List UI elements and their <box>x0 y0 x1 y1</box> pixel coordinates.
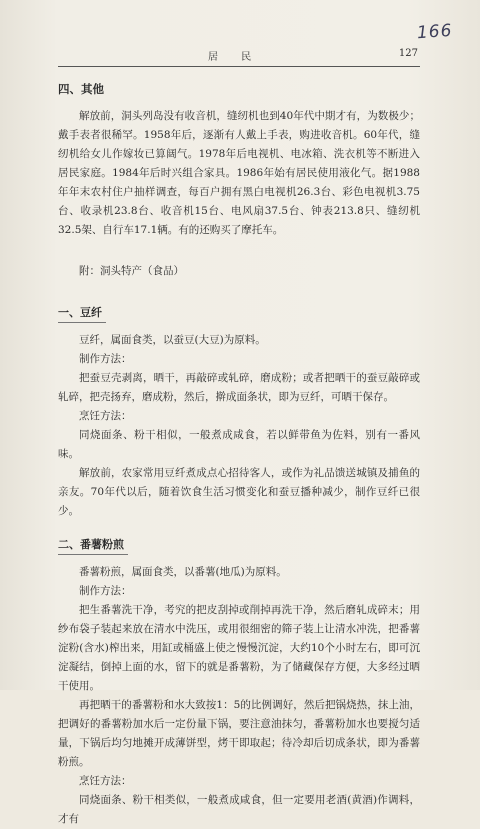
page-number: 127 <box>398 48 418 59</box>
section-heading-other: 四、其他 <box>58 82 104 96</box>
douxian-cooking-label: 烹饪方法： <box>79 410 132 422</box>
fanshu-method-text-2: 再把晒干的番薯粉和水大致按1：5的比例调好，然后把锅烧热，抹上油，把调好的番薯粉加水后一定份量下锅，要注意油抹匀，番薯粉加水也要搅匀适量，下锅后均匀地摊开成薄饼型，烤干即取起；待冷却后切成条状，即为番薯粉煎。 <box>58 699 420 768</box>
handwritten-page-number: 166 <box>415 20 453 44</box>
fanshu-method-label: 制作方法： <box>79 585 132 597</box>
appendix-label: 附：洞头特产（食品） <box>79 265 184 277</box>
douxian-intro: 豆纤，属面食类，以蚕豆(大豆)为原料。 <box>79 334 266 346</box>
running-header <box>58 48 420 64</box>
section-other-paragraph: 解放前，洞头列岛没有收音机，缝纫机也到40年代中期才有，为数极少；戴手表者很稀罕。1958年后，逐渐有人戴上手表，购进收音机。60年代，缝纫机给女儿作嫁妆已算阔气。1978年后电视机、电冰箱、洗衣机等不断进入居民家庭。1984年后时兴组合家具。1986年始有居民使用液化气。据1988年年末农村住户抽样调查，每百户拥有黑白电视机26.3台、彩色电视机3.75台、收录机23.8台、收音机15台、电风扇37.5台、钟表213.8只、缝纫机32.5架、自行车17.1辆。有的还购买了摩托车。 <box>58 110 420 236</box>
douxian-method-label: 制作方法： <box>79 353 132 365</box>
fanshu-method-text-1: 把生番薯洗干净，考究的把皮刮掉或削掉再洗干净，然后磨轧成碎末；用纱布袋子装起来放在清水中洗压，或用很细密的筛子装上让清水冲洗，把番薯淀粉(含水)榨出来，用缸或桶盛上使之慢慢沉淀，大约10个小时左右，即可沉淀凝结，倒掉上面的水，留下的就是番薯粉，为了储藏保存方便，大多经过晒干使用。 <box>58 604 420 692</box>
page-body <box>58 80 420 829</box>
header-rule <box>58 66 420 67</box>
item-heading-fanshu: 二、番薯粉煎 <box>58 535 128 555</box>
header-title: 居 民 <box>208 52 262 63</box>
fanshu-intro: 番薯粉煎，属面食类，以番薯(地瓜)为原料。 <box>79 566 287 578</box>
fanshu-cooking-text: 同烧面条、粉干相类似，一般煮成咸食，但一定要用老酒(黄酒)作调料，才有 <box>58 794 420 825</box>
douxian-method-text: 把蚕豆壳剥离，晒干，再敲碎或轧碎，磨成粉；或者把晒干的蚕豆敲碎或轧碎，把壳扬弃，磨成粉，然后，擀成面条状，即为豆纤，可晒干保存。 <box>58 372 420 403</box>
item-heading-douxian: 一、豆纤 <box>58 303 106 323</box>
fanshu-cooking-label: 烹饪方法： <box>79 775 132 787</box>
douxian-cooking-text: 同烧面条、粉干相似，一般煮成咸食，若以鲜带鱼为佐料，别有一番风味。 <box>58 429 420 460</box>
douxian-note: 解放前，农家常用豆纤煮成点心招待客人，或作为礼品馈送城镇及捕鱼的亲友。70年代以后，随着饮食生活习惯变化和蚕豆播种减少，制作豆纤已很少。 <box>58 467 420 517</box>
